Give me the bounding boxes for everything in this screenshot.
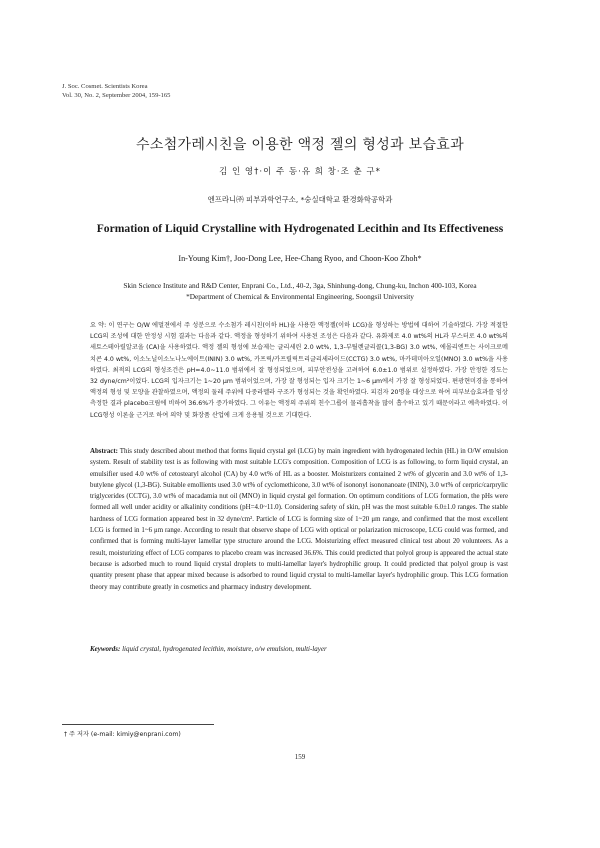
journal-name: J. Soc. Cosmet. Scientists Korea (62, 83, 148, 90)
korean-abstract-text: 이 연구는 O/W 에멀젼에서 주 성분으로 수소첨가 레시친(이하 HL)을 사용한 액정젤(이하 LCG)을 형성하는 방법에 대하여 기술하였다. 가장 적절한 LCG의 조성에 대한 안정성 시험 결과는 다음과 같다. 액정을 형성하기 위하여 사용된 조성은 다음과 같다. 유화제로 4.0 wt%의 HL과 부스터로 4.0 wt%의 세토스테아릴알코올 (CA)을 사용하였다. 액정 젤의 형성에 보습제는 글리세린 2.0 wt%, 1,3-부틸렌글리콜(1,3-BG) 3.0 wt%, 에몰리엔트는 사이크로메치콘 4.0 wt%, 이소노닐이소노나노에이트(ININ) 3.0 wt%, 카프릭/카프릴릭트리글리세라이드(CCTG) 3.0 wt%, 마카데미아오일(MNO) 3.0 wt%을 사용하였다. 최적의 LCG의 형성조건은 pH=4.0~11.0 범위에서 잘 형성되었으며, 피부안전성을 고려하여 6.0±1.0 범위로 설정하였다. 가장 안정한 경도는 32 dyne/cm²이었다. LCG의 입자크기는 1~20 μm 범위이었으며, 가장 잘 형성되는 입자 크기는 1~6 μm에서 가장 잘 형성되었다. 편광현미경을 통하여 액정의 형성 및 모양을 관찰하였으며, 액정의 둘레 주위에 다중라멜라 구조가 형성되는 것을 확인하였다. 피검자 20명을 대상으로 하여 피부보습효과를 임상측정한 결과 placebo크림에 비하여 36.6%가 증가하였다. 그 이유는 액정의 주위의 친수그룹이 물리흡착을 많이 흡수하고 있기 때문이라고 예측하였다. 이 LCG형성 이론을 근거로 하여 의약 및 화장품 산업에 크게 응용될 것으로 기대한다. (90, 322, 508, 419)
journal-volume: Vol. 30, No. 2, September 2004, 159-165 (62, 92, 171, 99)
korean-affiliation: 엔프라니㈜ 피부과학연구소, *숭실대학교 환경화학공학과 (207, 195, 393, 204)
footnote-divider (62, 724, 214, 725)
korean-abstract (90, 320, 508, 421)
english-abstract-text: This study described about method that forms liquid crystal gel (LCG) by main ingredient with hydrogenated lechin (HL) in O/W emulsion system. Result of stability test is as following with most suitable LCG's composition. Composition of LCG is as following, to form liquid crystal, an emulsifier used 4.0 wt% of cetostearyl alcohol (CA) by 4.0 wt% of HL as a booster. Moisturizers contained 2 wt% of glycerin and 3.0 wt% of 1,3-butylene glycol (1,3-BG). Suitable emollients used 3.0 wt% of cyclomethicone, 3.0 wt% of isononyl isononanoate (ININ), 3.0 wt% of cerpric/carprylic triglycerides (CCTG), 3.0 wt% of macadamia nut oil (MNO) in liquid crystal gel formation. On optimum conditions of LCG formation, the pHs were formed all well under acidity or alkalinity conditions (pH=4.0~11.0). Considering safety of skin, pH was the most suitable 6.0±1.0 ranges. The stable hardness of LCG formation appeared best in 32 dyne/cm². Particle of LCG is forming size of 1~20 μm range, and confirmed that the most excellent LCG is formed in 1~6 μm range. According to result that observe shape of LCG with optical or polarization microscope, LCG could was formed, and confirmed that is forming multi-layer lamellar type structure around the LCG. Moisturizing effect measured clinical test about 20 volunteers. As a result, moisturizing effect of LCG compares to placebo cream was increased 36.6%. This could predicted that polyol group is appeared the actual state because is adsorbed much to round liquid crystal droplets to multi-lamellar layer's hydrophilic group. It could predicted that polyol group is vast quantity present phase that appear mixed because is adsorbed to round liquid crystal to multi-lamellar layer's hydrophilic group. This LCG formation theory may contribute greatly in cosmetics and pharmacy industry development. (90, 448, 508, 591)
page-number: 159 (294, 753, 306, 761)
footnote: † 주 저자 (e-mail: kimiy@enprani.com) (64, 731, 181, 738)
korean-title: 수소첨가레시친을 이용한 액정 젤의 형성과 보습효과 (136, 137, 464, 153)
korean-abstract-label: 요 약: (90, 322, 107, 329)
korean-authors: 김 인 영†·이 주 동·유 희 창·조 춘 구* (219, 167, 381, 177)
journal-header (62, 82, 170, 100)
keywords (90, 645, 508, 653)
english-authors: In-Young Kim†, Joo-Dong Lee, Hee-Chang Ryoo, and Choon-Koo Zhoh* (178, 254, 422, 263)
keywords-text: liquid crystal, hydrogenated lecithin, moisture, o/w emulsion, multi-layer (122, 645, 327, 653)
english-abstract-label: Abstract: (90, 448, 118, 455)
keywords-label: Keywords: (90, 645, 121, 653)
english-title: Formation of Liquid Crystalline with Hydrogenated Lecithin and Its Effectiveness (96, 222, 504, 235)
english-affiliation-1: Skin Science Institute and R&D Center, Enprani Co., Ltd., 40-2, 3ga, Shinhung-dong, Chung-ku, Inchon 400-103, Korea (123, 281, 477, 290)
english-abstract (90, 446, 508, 593)
english-affiliation-2: *Department of Chemical & Environmental Engineering, Soongsil University (186, 292, 414, 301)
